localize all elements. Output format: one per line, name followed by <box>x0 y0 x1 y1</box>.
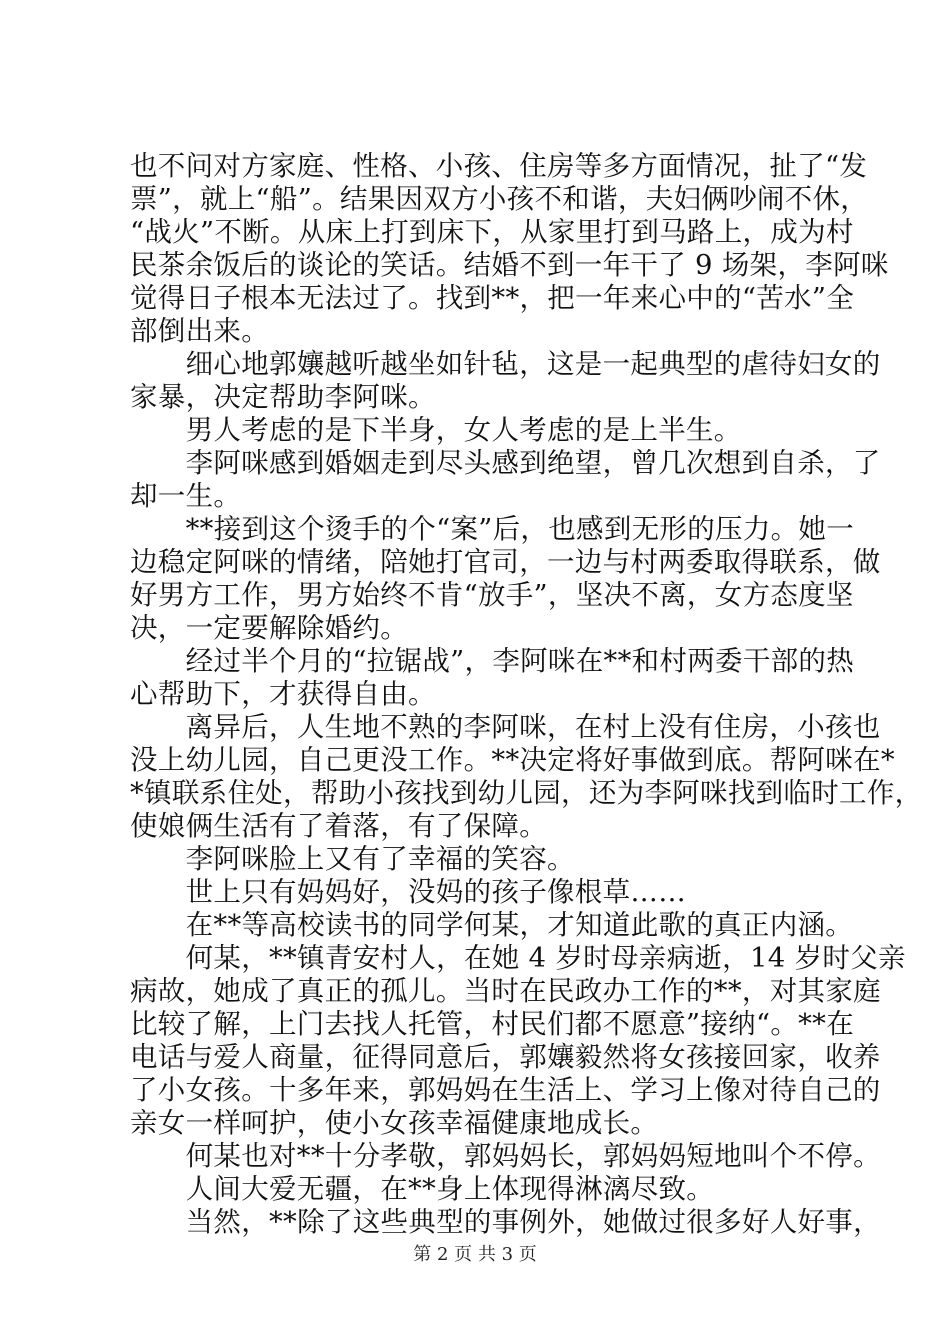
text-line: 世上只有妈妈好，没妈的孩子像根草…… <box>130 876 686 908</box>
page-footer: 第 2 页 共 3 页 <box>413 1244 537 1265</box>
text-line: 在**等高校读书的同学何某，才知道此歌的真正内涵。 <box>130 909 854 941</box>
text-line: 没上幼儿园，自己更没工作。**决定将好事做到底。帮阿咪在* <box>130 744 895 776</box>
text-line: 离异后，人生地不熟的李阿咪，在村上没有住房，小孩也 <box>130 711 881 743</box>
text-line: 何某也对**十分孝敬，郭妈妈长，郭妈妈短地叫个不停。 <box>130 1140 881 1172</box>
text-line: 部倒出来。 <box>130 315 269 347</box>
text-line: 家暴，决定帮助李阿咪。 <box>130 381 436 413</box>
text-line: 心帮助下，才获得自由。 <box>130 678 436 710</box>
text-line: 边稳定阿咪的情绪，陪她打官司，一边与村两委取得联系，做 <box>130 546 881 578</box>
text-line: 比较了解，上门去找人托管，村民们都不愿意”接纳“。**在 <box>130 1008 855 1040</box>
text-line: *镇联系住处，帮助小孩找到幼儿园，还为李阿咪找到临时工作， <box>130 777 923 809</box>
text-line: 觉得日子根本无法过了。找到**，把一年来心中的“苦水”全 <box>130 282 855 314</box>
text-line: “战火”不断。从床上打到床下，从家里打到马路上，成为村 <box>130 216 854 248</box>
text-line: 使娘俩生活有了着落，有了保障。 <box>130 810 547 842</box>
text-line: **接到这个烫手的个“案”后，也感到无形的压力。她一 <box>130 513 855 545</box>
text-line: 好男方工作，男方始终不肯“放手”，坚决不离，女方态度坚 <box>130 579 854 611</box>
text-line: 当然，**除了这些典型的事例外，她做过很多好人好事， <box>130 1206 881 1238</box>
text-line: 李阿咪脸上又有了幸福的笑容。 <box>130 843 575 875</box>
text-line: 亲女一样呵护，使小女孩幸福健康地成长。 <box>130 1107 659 1139</box>
body-text <box>130 150 923 1239</box>
text-line: 决，一定要解除婚约。 <box>130 612 408 644</box>
text-line: 电话与爱人商量，征得同意后，郭孃毅然将女孩接回家，收养 <box>130 1041 881 1073</box>
text-line: 何某，**镇青安村人，在她 4 岁时母亲病逝，14 岁时父亲 <box>130 942 906 974</box>
text-line: 了小女孩。十多年来，郭妈妈在生活上、学习上像对待自己的 <box>130 1074 881 1106</box>
text-line: 病故，她成了真正的孤儿。当时在民政办工作的**，对其家庭 <box>130 975 881 1007</box>
text-line: 却一生。 <box>130 480 242 512</box>
text-line: 民茶余饭后的谈论的笑话。结婚不到一年干了 9 场架，李阿咪 <box>130 249 889 281</box>
text-line: 经过半个月的“拉锯战”，李阿咪在**和村两委干部的热 <box>130 645 855 677</box>
text-line: 男人考虑的是下半身，女人考虑的是上半生。 <box>130 414 742 446</box>
text-line: 人间大爱无疆，在**身上体现得淋漓尽致。 <box>130 1173 715 1205</box>
text-line: 细心地郭孃越听越坐如针毡，这是一起典型的虐待妇女的 <box>130 348 881 380</box>
text-line: 李阿咪感到婚姻走到尽头感到绝望，曾几次想到自杀，了 <box>130 447 881 479</box>
text-line: 票”，就上“船”。结果因双方小孩不和谐，夫妇俩吵闹不休， <box>130 183 869 215</box>
text-line: 也不问对方家庭、性格、小孩、住房等多方面情况，扯了“发 <box>130 150 868 182</box>
